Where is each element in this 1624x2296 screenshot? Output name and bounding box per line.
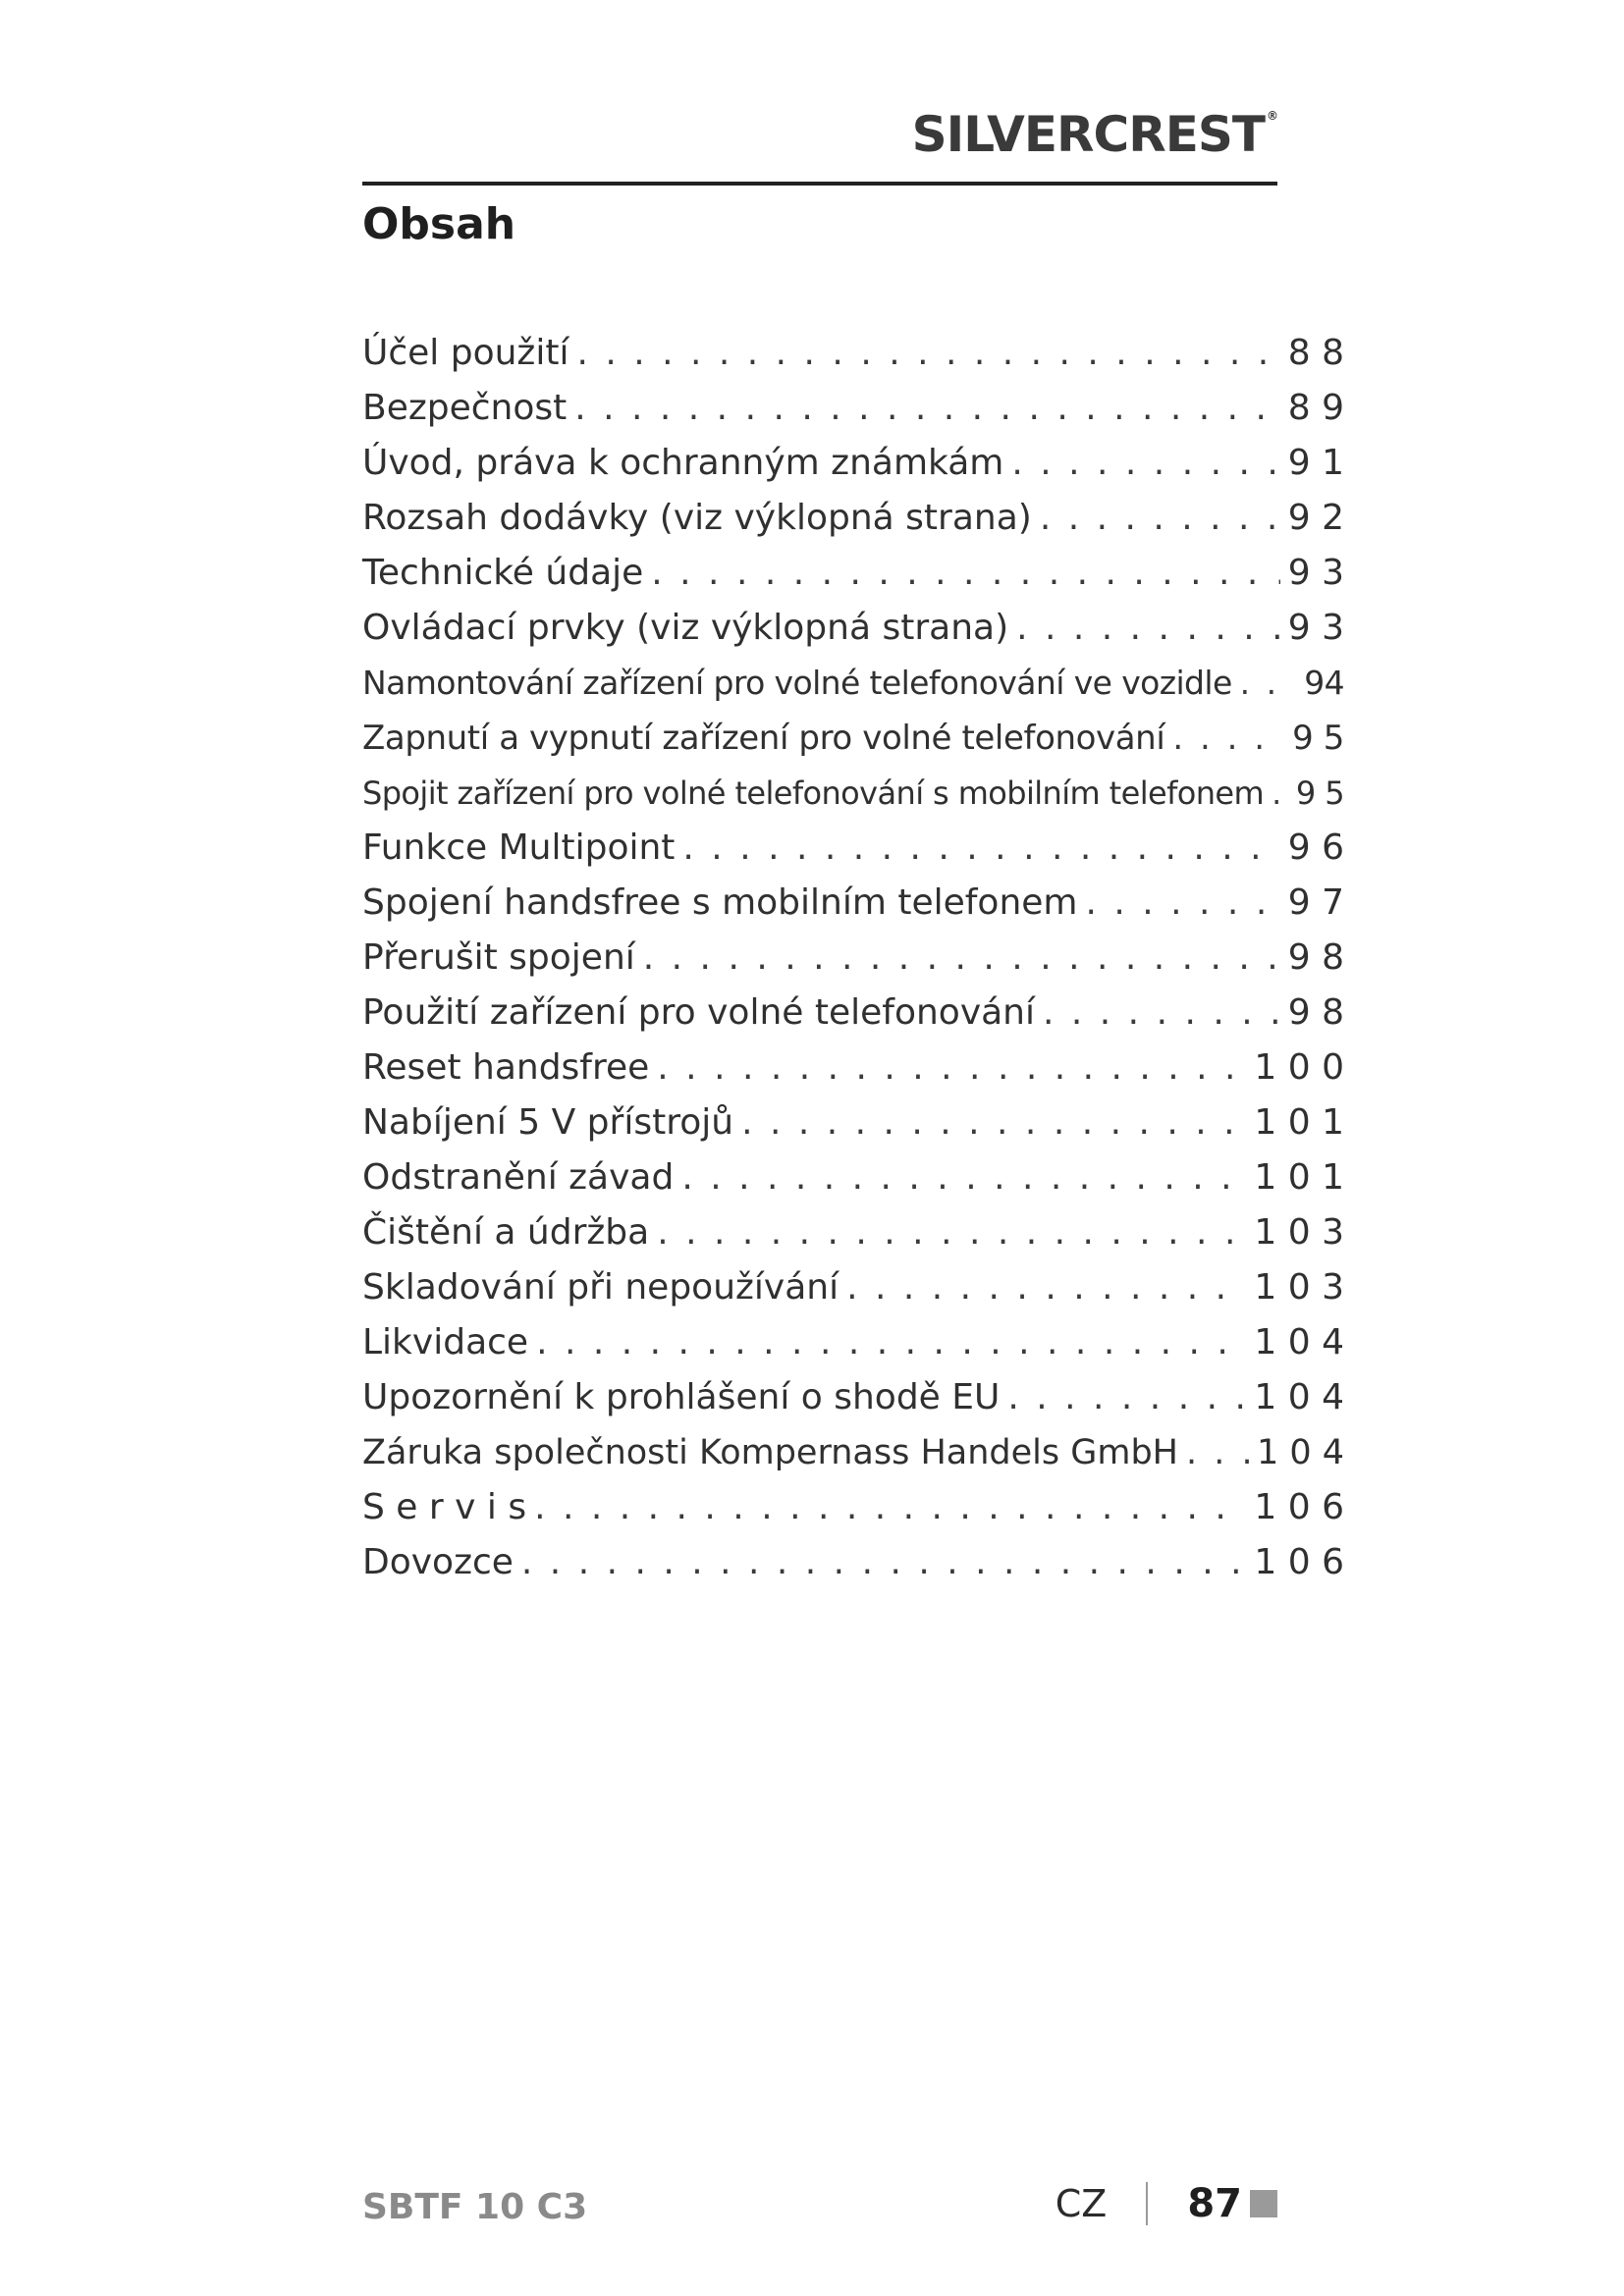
dot-leader: [1040, 491, 1280, 546]
dot-leader: [1186, 1425, 1249, 1480]
toc-page: 1 0 3: [1254, 1212, 1344, 1253]
toc-page: 1 0 1: [1254, 1157, 1344, 1198]
toc-label: S e r v i s: [362, 1487, 527, 1527]
dot-leader: [1007, 1370, 1246, 1425]
dot-leader: [681, 1150, 1246, 1205]
toc-page: 1 0 3: [1254, 1267, 1344, 1308]
toc-page: 1 0 4: [1254, 1322, 1344, 1362]
toc-entry[interactable]: [362, 766, 1344, 821]
dot-leader: [651, 546, 1279, 601]
toc-label: Použití zařízení pro volné telefonování: [362, 992, 1036, 1033]
toc-entry[interactable]: [362, 601, 1344, 656]
dot-leader: [682, 821, 1279, 876]
toc-page: 1 0 6: [1254, 1487, 1344, 1527]
toc-label: Likvidace: [362, 1322, 529, 1362]
toc-entry[interactable]: [362, 1095, 1344, 1150]
dot-leader: [1011, 436, 1279, 491]
toc-entry[interactable]: [362, 931, 1344, 986]
toc-entry[interactable]: [362, 1370, 1344, 1425]
toc-page: 9 8: [1287, 937, 1344, 978]
toc-page: 9 5: [1295, 774, 1344, 812]
table-of-contents: [362, 326, 1344, 1590]
toc-entry[interactable]: [362, 1425, 1344, 1480]
square-marker-icon: [1250, 2190, 1277, 2217]
toc-label: Bezpečnost: [362, 388, 568, 428]
dot-leader: [657, 1041, 1246, 1095]
toc-label: Úvod, práva k ochranným známkám: [362, 443, 1004, 483]
toc-label: Spojit zařízení pro volné telefonování s mobilním telefonem: [362, 774, 1265, 812]
header-rule: [362, 182, 1277, 186]
toc-entry[interactable]: [362, 1205, 1344, 1260]
toc-page: 9 6: [1287, 828, 1344, 868]
toc-entry[interactable]: [362, 381, 1344, 436]
language-code: CZ: [1055, 2182, 1108, 2225]
toc-label: Nabíjení 5 V přístrojů: [362, 1102, 734, 1143]
toc-entry[interactable]: [362, 546, 1344, 601]
dot-leader: [1272, 766, 1288, 821]
toc-page: 9 3: [1287, 608, 1344, 648]
dot-leader: [1043, 986, 1280, 1041]
dot-leader: [741, 1095, 1246, 1150]
toc-page: 9 3: [1287, 553, 1344, 593]
page-title: Obsah: [362, 199, 516, 249]
toc-label: Spojení handsfree s mobilním telefonem: [362, 882, 1078, 923]
toc-label: Rozsah dodávky (viz výklopná strana): [362, 498, 1032, 538]
silvercrest-logo: [911, 106, 1277, 163]
toc-label: Přerušit spojení: [362, 937, 635, 978]
registered-mark: ®: [1267, 109, 1277, 123]
toc-entry[interactable]: [362, 876, 1344, 931]
toc-entry[interactable]: [362, 1150, 1344, 1205]
toc-page: 8 9: [1287, 388, 1344, 428]
toc-entry[interactable]: [362, 986, 1344, 1041]
dot-leader: [643, 931, 1280, 986]
dot-leader: [536, 1315, 1246, 1370]
toc-entry[interactable]: [362, 821, 1344, 876]
toc-entry[interactable]: [362, 1041, 1344, 1095]
toc-label: Funkce Multipoint: [362, 828, 676, 868]
toc-entry[interactable]: [362, 711, 1344, 766]
toc-page: 94: [1304, 664, 1344, 702]
model-number: SBTF 10 C3: [362, 2187, 588, 2227]
toc-label: Odstranění závad: [362, 1157, 675, 1198]
toc-label: Upozornění k prohlášení o shodě EU: [362, 1377, 1001, 1417]
toc-label: Zapnutí a vypnutí zařízení pro volné telefonování: [362, 719, 1165, 758]
toc-label: Skladování při nepoužívání: [362, 1267, 839, 1308]
toc-page: 1 0 1: [1254, 1102, 1344, 1143]
toc-entry[interactable]: [362, 656, 1344, 711]
toc-page: 8 8: [1287, 333, 1344, 373]
dot-leader: [1172, 711, 1284, 766]
toc-page: 9 7: [1287, 882, 1344, 923]
toc-page: 9 2: [1287, 498, 1344, 538]
toc-page: 9 1: [1287, 443, 1344, 483]
dot-leader: [1016, 601, 1280, 656]
toc-entry[interactable]: [362, 436, 1344, 491]
dot-leader: [574, 381, 1279, 436]
toc-label: Účel použití: [362, 333, 569, 373]
toc-page: 1 0 0: [1254, 1047, 1344, 1088]
toc-entry[interactable]: [362, 491, 1344, 546]
dot-leader: [846, 1260, 1246, 1315]
toc-page: 1 0 6: [1254, 1542, 1344, 1582]
toc-label: Ovládací prvky (viz výklopná strana): [362, 608, 1009, 648]
dot-leader: [657, 1205, 1246, 1260]
toc-label: Reset handsfree: [362, 1047, 650, 1088]
footer-divider: [1146, 2182, 1148, 2225]
toc-page: 1 0 4: [1254, 1377, 1344, 1417]
toc-entry[interactable]: [362, 1480, 1344, 1535]
page-number: 87: [1187, 2181, 1242, 2226]
dot-leader: [534, 1480, 1246, 1535]
dot-leader: [521, 1535, 1246, 1590]
toc-label: Čištění a údržba: [362, 1212, 650, 1253]
toc-page: 9 8: [1287, 992, 1344, 1033]
toc-entry[interactable]: [362, 326, 1344, 381]
dot-leader: [1086, 876, 1280, 931]
toc-label: Technické údaje: [362, 553, 644, 593]
toc-label: Dovozce: [362, 1542, 514, 1582]
toc-page: 1 0 4: [1256, 1433, 1344, 1472]
toc-entry[interactable]: [362, 1535, 1344, 1590]
page-footer: [1056, 2181, 1277, 2226]
dot-leader: [576, 326, 1279, 381]
dot-leader: [1240, 656, 1297, 711]
toc-entry[interactable]: [362, 1260, 1344, 1315]
brand-text: SILVERCREST: [911, 106, 1265, 163]
toc-entry[interactable]: [362, 1315, 1344, 1370]
toc-label: Záruka společnosti Kompernass Handels GmbH: [362, 1433, 1178, 1472]
toc-page: 9 5: [1292, 719, 1344, 758]
toc-label: Namontování zařízení pro volné telefonování ve vozidle: [362, 664, 1232, 702]
